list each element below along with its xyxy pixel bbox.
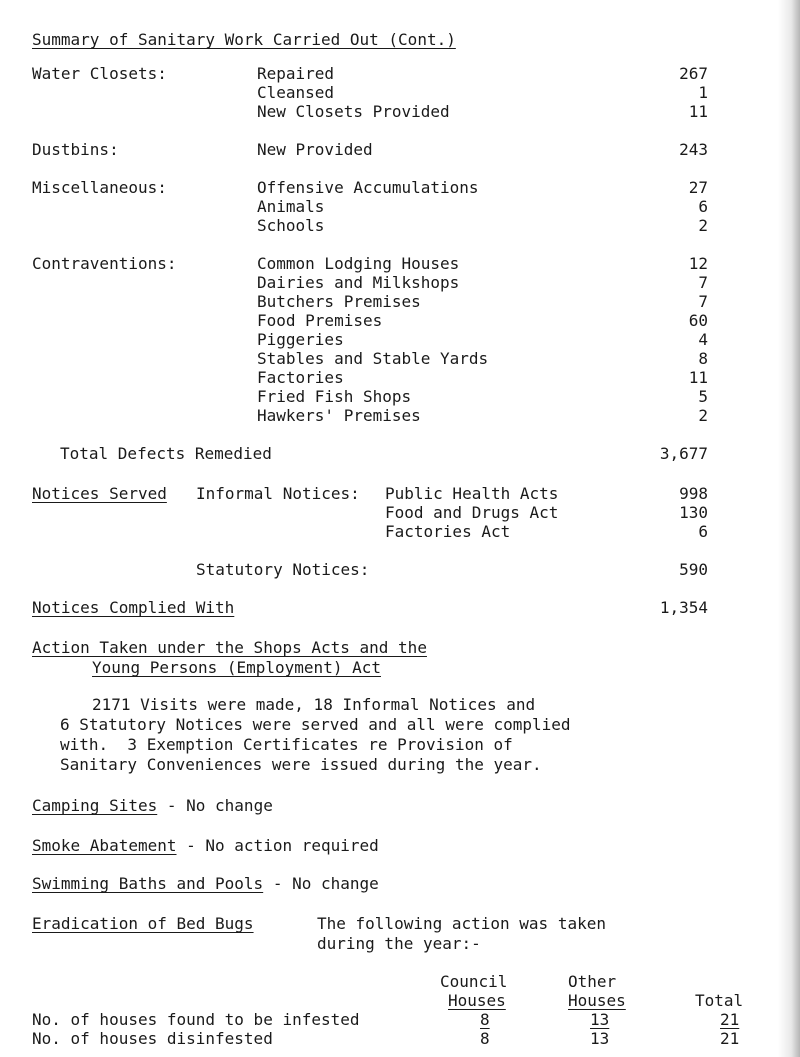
row-value: 243 xyxy=(679,140,708,159)
column-header-other: Other xyxy=(568,972,617,991)
row-value: 5 xyxy=(698,387,708,406)
total-defects-label: Total Defects Remedied xyxy=(60,444,272,463)
row-label: Food and Drugs Act xyxy=(385,503,559,522)
row-label: Animals xyxy=(257,197,325,216)
table-cell-total: 21 xyxy=(720,1010,740,1029)
shops-action-body-line: 6 Statutory Notices were served and all were complied xyxy=(60,715,571,734)
row-label: Cleansed xyxy=(257,83,335,102)
section-label-water-closets: Water Closets: xyxy=(32,64,167,83)
row-value: 27 xyxy=(688,178,708,197)
row-value: 60 xyxy=(688,311,708,330)
table-cell-council: 8 xyxy=(480,1010,490,1029)
table-cell-total: 21 xyxy=(720,1029,740,1048)
smoke-line xyxy=(32,836,379,856)
table-row-label: No. of houses found to be infested xyxy=(32,1010,360,1029)
row-label: Public Health Acts xyxy=(385,484,559,503)
table-cell-council: 8 xyxy=(480,1029,490,1048)
shops-action-body-line: 2171 Visits were made, 18 Informal Notices and xyxy=(92,695,536,714)
statutory-notices-label: Statutory Notices: xyxy=(196,560,370,579)
row-label: Factories Act xyxy=(385,522,511,541)
row-label: Fried Fish Shops xyxy=(257,387,412,406)
row-value: 11 xyxy=(688,102,708,121)
total-defects-value: 3,677 xyxy=(659,444,708,463)
row-label: Offensive Accumulations xyxy=(257,178,479,197)
row-value: 11 xyxy=(688,368,708,387)
row-value: 6 xyxy=(698,197,708,216)
row-label: Common Lodging Houses xyxy=(257,254,460,273)
shops-action-heading-line2: Young Persons (Employment) Act xyxy=(92,658,381,677)
table-cell-other: 13 xyxy=(590,1029,610,1048)
swimming-text: - No change xyxy=(263,874,379,893)
section-label-miscellaneous: Miscellaneous: xyxy=(32,178,167,197)
row-value: 2 xyxy=(698,406,708,425)
camping-text: - No change xyxy=(157,796,273,815)
swimming-line xyxy=(32,874,379,894)
column-header-council-houses: Houses xyxy=(448,991,506,1010)
row-label: Factories xyxy=(257,368,344,387)
row-label: Stables and Stable Yards xyxy=(257,349,489,368)
row-label: Schools xyxy=(257,216,325,235)
table-row-label: No. of houses disinfested xyxy=(32,1029,273,1048)
row-label: New Provided xyxy=(257,140,373,159)
column-header-council: Council xyxy=(440,972,508,991)
camping-line xyxy=(32,796,273,816)
row-value: 1 xyxy=(698,83,708,102)
row-value: 998 xyxy=(679,484,708,503)
row-label: Food Premises xyxy=(257,311,383,330)
row-label: New Closets Provided xyxy=(257,102,450,121)
smoke-text: - No action required xyxy=(176,836,379,855)
statutory-notices-value: 590 xyxy=(679,560,708,579)
row-value: 7 xyxy=(698,273,708,292)
column-header-total: Total xyxy=(695,991,744,1010)
page-title: Summary of Sanitary Work Carried Out (Cont.) xyxy=(32,30,456,49)
row-label: Piggeries xyxy=(257,330,344,349)
row-label: Butchers Premises xyxy=(257,292,421,311)
notices-complied-value: 1,354 xyxy=(659,598,708,617)
row-value: 6 xyxy=(698,522,708,541)
row-value: 267 xyxy=(679,64,708,83)
bed-bugs-heading: Eradication of Bed Bugs xyxy=(32,914,254,933)
row-value: 2 xyxy=(698,216,708,235)
bed-bugs-intro-line: The following action was taken xyxy=(317,914,606,933)
shops-action-body-line: Sanitary Conveniences were issued during the year. xyxy=(60,755,542,774)
column-header-other-houses: Houses xyxy=(568,991,626,1010)
page-edge-shadow xyxy=(778,0,800,1057)
row-value: 130 xyxy=(679,503,708,522)
section-label-dustbins: Dustbins: xyxy=(32,140,119,159)
row-value: 4 xyxy=(698,330,708,349)
row-value: 8 xyxy=(698,349,708,368)
swimming-heading: Swimming Baths and Pools xyxy=(32,874,264,893)
informal-notices-label: Informal Notices: xyxy=(196,484,360,503)
smoke-heading: Smoke Abatement xyxy=(32,836,177,855)
notices-complied-label: Notices Complied With xyxy=(32,598,235,617)
bed-bugs-intro-line: during the year:- xyxy=(317,934,481,953)
notices-served-heading: Notices Served xyxy=(32,484,167,503)
row-label: Hawkers' Premises xyxy=(257,406,421,425)
camping-heading: Camping Sites xyxy=(32,796,158,815)
table-cell-other: 13 xyxy=(590,1010,610,1029)
shops-action-body-line: with. 3 Exemption Certificates re Provision of xyxy=(60,735,513,754)
section-label-contraventions: Contraventions: xyxy=(32,254,177,273)
row-value: 12 xyxy=(688,254,708,273)
row-label: Dairies and Milkshops xyxy=(257,273,460,292)
shops-action-heading-line1: Action Taken under the Shops Acts and the xyxy=(32,638,427,657)
row-label: Repaired xyxy=(257,64,335,83)
row-value: 7 xyxy=(698,292,708,311)
